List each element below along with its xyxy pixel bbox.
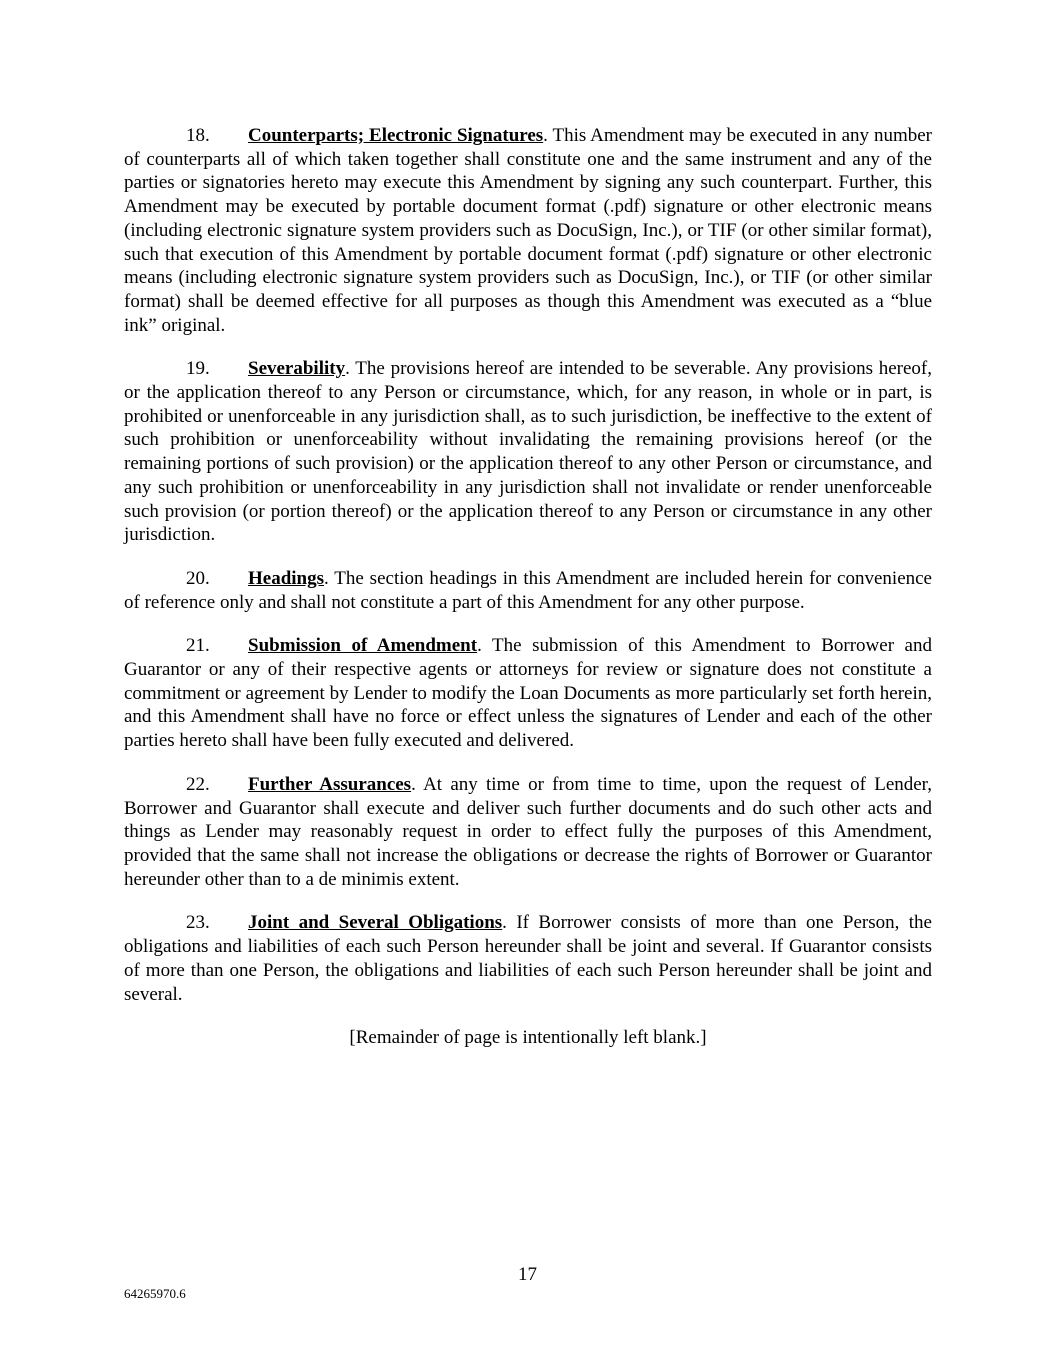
section-body: . The provisions hereof are intended to be severable. Any provisions hereof, or the application thereof to any Person or circumstance, which, for any reason, in whole or in part, is prohibited or unenforceable in any jurisdiction shall, as to such jurisdiction, be ineffective to the extent of such prohibition or unenforceability without invalidating the remaining provisions hereof (or the remaining portions of such provision) or the application thereof to any other Person or circumstance, and any such prohibition or unenforceability in any jurisdiction shall not invalidate or render unenforceable such provision (or portion thereof) or the application thereof to any Person or circumstance in any other jurisdiction. xyxy=(124,358,932,546)
section-20 xyxy=(124,567,932,614)
section-body: . The submission of this Amendment to Borrower and Guarantor or any of their respective agents or attorneys for review or signature does not constitute a commitment or agreement by Lender to modify the Loan Documents as more particularly set forth herein, and this Amendment shall have no force or effect unless the signatures of Lender and each of the other parties hereto shall have been fully executed and delivered. xyxy=(124,635,932,752)
section-number: 22. xyxy=(186,773,210,795)
section-22 xyxy=(124,773,932,892)
section-21 xyxy=(124,634,932,753)
section-heading: Joint and Several Obligations xyxy=(248,912,503,934)
section-heading: Submission of Amendment xyxy=(248,635,478,657)
page-content xyxy=(124,124,932,1050)
section-number: 20. xyxy=(186,567,210,589)
section-heading: Further Assurances xyxy=(248,773,412,795)
section-body: . If Borrower consists of more than one Person, the obligations and liabilities of each such Person hereunder shall be joint and several. If Guarantor consists of more than one Person, the obligations and liabilities of each such Person hereunder shall be joint and several. xyxy=(124,912,932,1005)
section-heading: Counterparts; Electronic Signatures xyxy=(248,125,544,146)
section-19 xyxy=(124,357,932,547)
section-18 xyxy=(124,124,932,337)
page-number: 17 xyxy=(518,1264,537,1285)
section-number: 21. xyxy=(186,635,210,657)
section-number: 19. xyxy=(186,358,210,380)
section-number: 23. xyxy=(186,912,210,934)
section-number: 18. xyxy=(186,125,210,146)
section-heading: Headings xyxy=(248,567,325,589)
section-heading: Severability xyxy=(248,358,346,380)
remainder-note: [Remainder of page is intentionally left blank.] xyxy=(349,1027,707,1049)
section-23 xyxy=(124,911,932,1006)
section-body: . At any time or from time to time, upon the request of Lender, Borrower and Guarantor shall execute and deliver such further documents and do such other acts and things as Lender may reasonably request in order to effect fully the purposes of this Amendment, provided that the same shall not increase the obligations or decrease the rights of Borrower or Guarantor hereunder other than to a de minimis extent. xyxy=(124,773,933,890)
document-id: 64265970.6 xyxy=(124,1286,186,1301)
section-body: . The section headings in this Amendment are included herein for convenience of reference only and shall not constitute a part of this Amendment for any other purpose. xyxy=(124,567,932,613)
section-body: . This Amendment may be executed in any number of counterparts all of which taken together shall constitute one and the same instrument and any of the parties or signatories hereto may execute this Amendment by signing any such counterpart. Further, this Amendment may be executed by portable document format (.pdf) signature or other electronic means (including electronic signature system providers such as DocuSign, Inc.), or TIF (or other similar format), such that execution of this Amendment by portable document format (.pdf) signature or other electronic means (including electronic signature system providers such as DocuSign, Inc.), or TIF (or other similar format) shall be deemed effective for all purposes as though this Amendment was executed as a “blue ink” original. xyxy=(124,125,932,336)
